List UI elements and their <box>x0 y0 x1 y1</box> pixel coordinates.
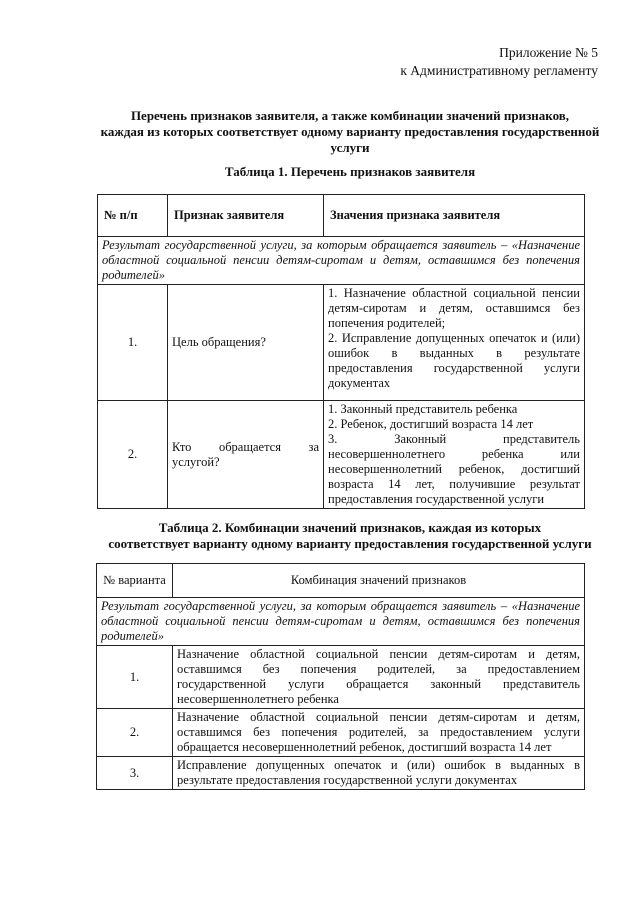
table1-row1-value-1: 1. Назначение областной социальной пенсии детям-сиротам и детям, оставшимся без попечения родителей; <box>328 286 580 330</box>
table2-section-text: Результат государственной услуги, за которым обращается заявитель – «Назначение областной социальной пенсии детям-сиротам и детям, оставшимся без попечения родителей» <box>97 598 585 646</box>
table1-row2-feature: Кто обращается за услугой? <box>168 401 324 509</box>
table1-section-text: Результат государственной услуги, за которым обращается заявитель – «Назначение областной социальной пенсии детям-сиротам и детям, оставшимся без попечения родителей» <box>98 237 585 285</box>
table-row <box>98 401 585 509</box>
document-title <box>80 108 620 156</box>
table2-caption-line-1: Таблица 2. Комбинации значений признаков, каждая из которых <box>158 520 542 535</box>
table1-row2-value-2: 2. Ребенок, достигший возраста 14 лет <box>328 417 534 431</box>
table1-row1-value-2: 2. Исправление допущенных опечаток и (или) ошибок в выданных в результате предоставления государственной услуги документах <box>328 331 580 390</box>
table1-row2-values <box>324 401 585 509</box>
table1-row2-value-3: 3. Законный представитель несовершеннолетнего ребенка или несовершеннолетний ребенок, достигший возраста 14 лет, получившие результат предоставления государственной услуги <box>328 432 580 506</box>
table2-header-num: № варианта <box>97 564 173 598</box>
table2-header-row <box>97 564 585 598</box>
table1-row1-num: 1. <box>98 285 168 401</box>
appendix-reference: к Административному регламенту <box>400 63 598 78</box>
appendix-number: Приложение № 5 <box>499 45 598 60</box>
table2-row2-num: 2. <box>97 709 173 757</box>
table1-header-feature: Признак заявителя <box>168 195 324 237</box>
table2-row2-text: Назначение областной социальной пенсии детям-сиротам и детям, оставшимся без попечения родителей, за предоставлением услуги обращается несовершеннолетний ребенок, достигший возраста 14 лет <box>173 709 585 757</box>
table1-header-num: № п/п <box>98 195 168 237</box>
table-row <box>97 757 585 790</box>
table1-row2-num: 2. <box>98 401 168 509</box>
applicant-features-table <box>97 194 585 509</box>
document-title-line-2: каждая из которых соответствует одному варианту предоставления государственной <box>100 124 600 139</box>
table2-row3-text: Исправление допущенных опечаток и (или) ошибок в выданных в результате предоставления государственной услуги документах <box>173 757 585 790</box>
table2-header-combination: Комбинация значений признаков <box>173 564 585 598</box>
table1-caption: Таблица 1. Перечень признаков заявителя <box>224 164 476 179</box>
table2-caption <box>80 520 620 552</box>
document-title-line-1: Перечень признаков заявителя, а также комбинации значений признаков, <box>130 108 570 123</box>
table-row <box>98 285 585 401</box>
table1-header-row <box>98 195 585 237</box>
table2-row1-num: 1. <box>97 646 173 709</box>
table1-row1-feature: Цель обращения? <box>168 285 324 401</box>
document-title-line-3: услуги <box>330 140 370 155</box>
appendix-header <box>400 44 598 80</box>
table2-section-row <box>97 598 585 646</box>
table2-caption-line-2: соответствует варианту одному варианту предоставления государственной услуги <box>108 536 592 551</box>
table2-row3-num: 3. <box>97 757 173 790</box>
table1-row1-values <box>324 285 585 401</box>
table1-row2-value-1: 1. Законный представитель ребенка <box>328 402 518 416</box>
table1-header-values: Значения признака заявителя <box>324 195 585 237</box>
feature-combinations-table <box>96 563 585 790</box>
table-row <box>97 646 585 709</box>
table-row <box>97 709 585 757</box>
table1-section-row <box>98 237 585 285</box>
table2-row1-text: Назначение областной социальной пенсии детям-сиротам и детям, оставшимся без попечения родителей, за предоставлением государственной услуги обращается законный представитель несовершеннолетнего ребенка <box>173 646 585 709</box>
